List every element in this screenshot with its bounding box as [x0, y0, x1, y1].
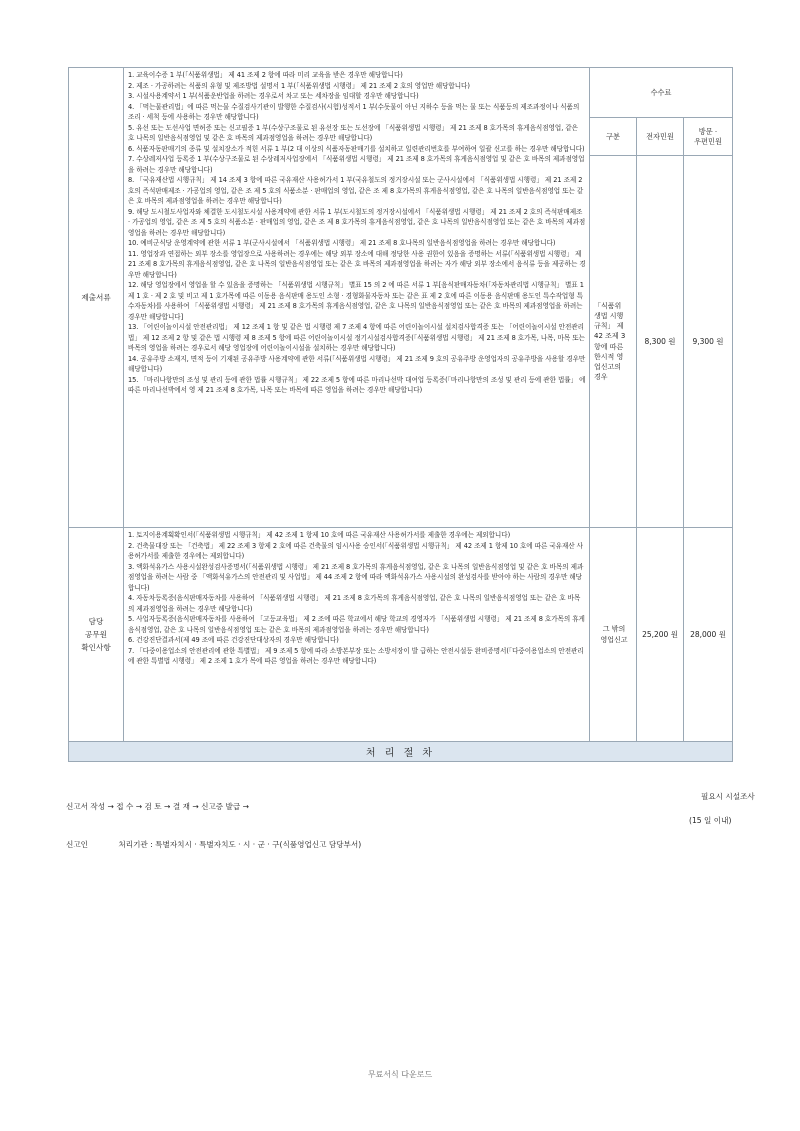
submitted-doc-item: 6. 식품자동판매기의 종류 및 설치장소가 적힌 서류 1 부(2 대 이상의 식품자동판매기를 설치하고 일련관리번호를 부여하여 일괄 신고를 하는 경우만 해당합니다)	[128, 144, 585, 153]
submitted-doc-item: 4. 「먹는물관리법」에 따른 먹는물 수질검사기관이 발행한 수질검사(시험)성적서 1 부(수돗물이 아닌 지하수 등을 먹는 물 또는 식품등의 제조과정이나 식품의 조리 · 세척 등에 사용하는 경우만 해당합니다)	[128, 102, 580, 121]
processing-period: (15 일 이내)	[689, 816, 732, 825]
fee-row1-label-line: 업신고의	[594, 362, 622, 371]
fee-row1-label-line: 한시적 영	[594, 352, 624, 361]
procedure-title: 처 리 절 차	[69, 742, 733, 762]
fee-row1-label-line: 생법 시행	[594, 311, 624, 320]
submitted-doc-item: 10. 예비군식당 운영계약에 관한 서류 1 부(군사시설에서 「식품위생법 시행령」 제 21 조제 8 호나목의 일반음식점영업을 하려는 경우만 해당합니다)	[128, 239, 556, 247]
fee-row1-label-line: 항에 따른	[594, 342, 624, 351]
submitted-docs-label: 제출서류	[69, 68, 124, 528]
fee-col-type: 구분	[590, 118, 637, 156]
officer-check-item: 6. 건강진단결과서(제 49 조에 따른 건강진단대상자의 경우만 해당합니다)	[128, 636, 339, 644]
submitted-doc-item: 2. 제조 · 가공하려는 식품의 유형 및 제조방법 설명서 1 부(「식품위생법 시행령」 제 21 조제 2 호의 영업만 해당합니다)	[128, 81, 470, 90]
fee-row2-label-line2: 영업신고	[600, 635, 628, 644]
fee-header: 수수료	[590, 68, 733, 118]
requirements-table	[68, 67, 733, 762]
submitted-doc-item: 1. 교육이수증 1 부(「식품위생법」 제 41 조제 2 항에 따라 미리 교육을 받은 경우만 해당합니다)	[128, 71, 403, 79]
fee-col-visit-line2: 우편민원	[694, 136, 722, 146]
fee-col-visit	[684, 118, 733, 156]
submitted-doc-item: 5. 유선 또는 도선사업 면허증 또는 신고필증 1 부(수상구조물로 된 유선장 또는 도선장에 「식품위생법 시행령」 제 21 조제 8 호가목의 휴게음식점영업, 같은 호 나목의 일반음식점영업 및 같은 호 바목의 제과점영업을 하려는 경우만 해당합니다)	[128, 123, 578, 142]
fee-row1-visit: 9,300 원	[684, 156, 733, 528]
procedure-roles	[66, 839, 361, 850]
fee-row2-electronic: 25,200 원	[637, 528, 684, 742]
officer-check-label-line1: 담당	[88, 617, 104, 626]
submitted-doc-item: 11. 영업장과 연접하는 외부 장소를 영업장으로 사용하려는 경우에는 해당 외부 장소에 대해 정당한 사용 권한이 있음을 증명하는 서류(「식품위생법 시행령」 제 21 조제 8 호가목의 휴게음식점영업, 같은 호 나목의 일반음식점영업 또는 같은 호 바목의 제과점영업을 하려는 자가 해당 외부 장소에서 음식류 등을 제공하는 경우만 해당합니다)	[128, 249, 586, 279]
site-check-note: 필요시 시설조사	[701, 792, 755, 801]
submitted-doc-item: 15. 「마리나항만의 조성 및 관리 등에 관한 법률 시행규칙」 제 22 조제 5 항에 따른 마리나선박 대여업 등록증(「마리나항만의 조성 및 관리 등에 관한 법률」 에 따른 마리나선박에서 영 제 21 조제 8 호가목, 나목 또는 바목에 따른 영업을 하려는 경우만 해당합니다)	[128, 375, 586, 394]
fee-col-visit-line1: 방문 ·	[698, 126, 718, 136]
fee-row1-electronic: 8,300 원	[637, 156, 684, 528]
officer-check-label-line2: 공무원	[84, 630, 107, 639]
fee-row1-label-line: 규칙」 제	[594, 322, 624, 331]
fee-row2-label	[590, 528, 637, 742]
submitted-doc-item: 3. 시설사용계약서 1 부(식품운반업을 하려는 경우로서 차고 또는 세차장을 임대할 경우만 해당합니다)	[128, 92, 419, 100]
officer-check-list	[124, 528, 590, 742]
officer-check-item: 7. 「다중이용업소의 안전관리에 관한 특별법」 제 9 조제 5 항에 따라 소방본부장 또는 소방서장이 발 급하는 안전시설등 완비증명서(「다중이용업소의 안전관리에 관한 특별법 시행령」 제 2 조제 1 호가 목에 따른 영업을 하려는 경우만 해당합니다)	[128, 646, 584, 665]
submitted-doc-item: 14. 공유주방 소재지, 면적 등이 기재된 공유주방 사용계약에 관한 서류(「식품위생법 시행령」 제 21 조제 9 호의 공유주방 운영업자의 공유주방을 사용할 경우만 해당합니다)	[128, 354, 586, 373]
fee-row1-label-line: 경우	[594, 373, 608, 382]
fee-row2-label-line1: 그 밖의	[602, 625, 626, 634]
submitted-doc-item: 8. 「국유재산법 시행규칙」 제 14 조제 3 항에 따른 국유재산 사용허가서 1 부(국유철도의 정거장시설 또는 군사시설에서 「식품위생법 시행령」 제 21 조제 2 호의 즉석판매제조 · 가공업의 영업, 같은 조 제 5 호의 식품소분 · 판매업의 영업, 같은 조 제 8 호가목의 휴게음식점영업, 같은 호 나목의 일반음식점영업 또는 같은 호 바목의 제과점영업을 하려는 경우만 해당합니다)	[128, 176, 584, 205]
declarant-label: 신고인	[66, 840, 89, 849]
submitted-doc-item: 9. 해당 도시철도사업자와 체결한 도시철도시설 사용계약에 관한 서류 1 부(도시철도의 정거장시설에서 「식품위생법 시행령」 제 21 조제 2 호의 즉석판매제조 · 가공업의 영업, 같은 조 제 5 호의 식품소분 · 판매업의 영업, 같은 조 제 8 호가목의 휴게음식점영업, 같은 호 나목의 일반음식점영업 또는 같은 호 바목의 제과점영업을 하려는 경우만 해당합니다)	[128, 207, 586, 237]
officer-check-label-line3: 확인사항	[81, 643, 111, 652]
officer-check-item: 3. 액화석유가스 사용시설완성검사증명서(「식품위생법 시행령」 제 21 조제 8 호가목의 휴게음식점영업, 같은 호 나목의 일반음식점영업 및 같은 호 바목의 제과점영업을 하려는 사람 중 「액화석유가스의 안전관리 및 사업법」 제 44 조제 2 항에 따라 액화석유가스 사용시설의 완성검사를 받아야 하는 사람의 경우만 해당합니다)	[128, 562, 584, 592]
submitted-docs-list	[124, 68, 590, 528]
procedure-flow: 신고서 작성 → 접 수 → 검 토 → 결 재 → 신고증 발급 →	[66, 802, 249, 811]
officer-check-item: 5. 사업자등록증(음식판매자동차를 사용하여 「고등교육법」 제 2 조에 따른 학교에서 해당 학교의 경영자가 「식품위생법 시행령」 제 21 조제 8 호가목의 휴게음식점영업, 같은 호 나목의 일반음식점영업 또는 같은 호 바목의 제과점영업을 하려는 경우만 해당합니다)	[128, 615, 585, 634]
fee-row2-visit: 28,000 원	[684, 528, 733, 742]
fee-col-electronic: 전자민원	[637, 118, 684, 156]
fee-row1-label-line: 「식품위	[594, 301, 622, 310]
officer-check-item: 2. 건축물대장 또는 「건축법」 제 22 조제 3 항제 2 호에 따른 건축물의 임시사용 승인서(「식품위생법 시행규칙」 제 42 조제 1 항제 10 호에 따른 국유재산 사용허가서를 제출한 경우에는 제외합니다)	[128, 541, 583, 560]
processing-agency: 처리기관 : 특별자치시 · 특별자치도 · 시 · 군 · 구(식품영업신고 담당부서)	[118, 840, 362, 849]
fee-row1-label-line: 42 조제 3	[594, 332, 626, 341]
submitted-doc-item: 7. 수상레저사업 등록증 1 부(수상구조물로 된 수상레저사업장에서 「식품위생법 시행령」 제 21 조제 8 호가목의 휴게음식점영업 및 같은 호 바목의 제과점영업을 하려는 경우만 해당합니다)	[128, 155, 585, 174]
officer-check-item: 4. 자동차등록증(음식판매자동차를 사용하여 「식품위생법 시행령」 제 21 조제 8 호가목의 휴게음식점영업, 같은 호 나목의 일반음식점영업 또는 같은 호 바목의 제과점영업을 하려는 경우만 해당합니다)	[128, 594, 581, 613]
download-footer: 무료서식 다운로드	[367, 1070, 433, 1079]
officer-check-label	[69, 528, 124, 742]
submitted-doc-item: 12. 해당 영업장에서 영업을 할 수 있음을 증명하는 「식품위생법 시행규칙」 별표 15 의 2 에 따른 서류 1 부[음식판매자동차(「자동차관리법 시행규칙」 별표 1 제 1 호 · 제 2 호 및 비고 제 1 호가목에 따른 이동용 음식판매 용도인 소형 · 경형화물자동차 또는 같은 표 제 2 호에 따른 이동용 음식판매 용도인 특수작업형 특수자동차)를 사용하여 「식품위생법 시행령」 제 21 조제 8 호가목의 휴게음식점영업, 같은 호 나목의 일반음식점영업 또는 같은 호 바목의 제과점영업을 하려는 경우만 해당합니다]	[128, 281, 584, 321]
officer-check-item: 1. 토지이용계획확인서(「식품위생법 시행규칙」 제 42 조제 1 항제 10 호에 따른 국유재산 사용허가서를 제출한 경우에는 제외합니다)	[128, 531, 511, 539]
submitted-doc-item: 13. 「어린이놀이시설 안전관리법」 제 12 조제 1 항 및 같은 법 시행령 제 7 조제 4 항에 따른 어린이놀이시설 설치검사합격증 또는 「어린이놀이시설 안전관리법」 제 12 조제 2 항 및 같은 법 시행령 제 8 조제 5 항에 따른 어린이놀이시설 정기시설검사합격증(「식품위생법 시행령」 제 21 조제 8 호가목, 나목, 마목 또는 바목의 영업을 하려는 경우로서 해당 영업장에 어린이놀이시설을 설치하는 경우만 해당합니다)	[128, 323, 585, 352]
fee-row1-label	[590, 156, 637, 528]
